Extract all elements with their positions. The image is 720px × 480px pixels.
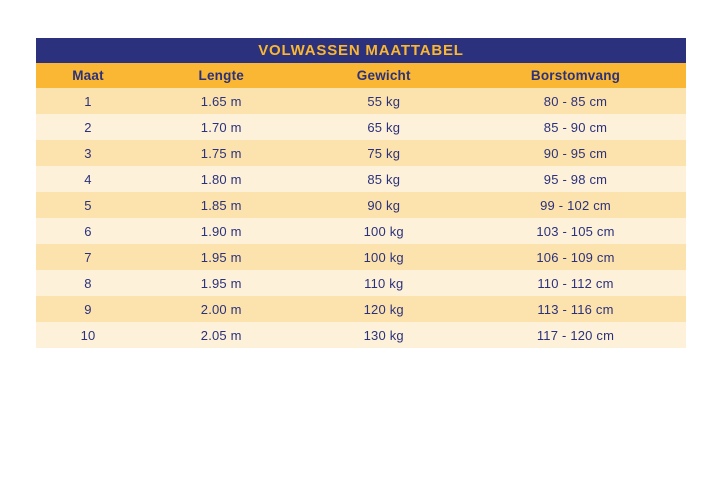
table-row xyxy=(36,114,686,140)
table-cell: 120 kg xyxy=(363,301,404,317)
table-title-bar xyxy=(36,38,686,63)
table-cell: 55 kg xyxy=(367,93,401,109)
table-cell: 99 - 102 cm xyxy=(540,197,611,213)
table-cell: 1.70 m xyxy=(200,119,242,135)
adult-size-table xyxy=(36,38,686,348)
table-cell: 110 kg xyxy=(364,275,404,291)
table-cell: 100 kg xyxy=(363,249,404,265)
table-cell: 1.80 m xyxy=(200,171,242,187)
table-cell: 1.75 m xyxy=(200,145,242,161)
table-cell: 1.90 m xyxy=(200,223,242,239)
table-cell: 6 xyxy=(84,223,92,239)
table-cell: 90 kg xyxy=(367,197,401,213)
table-row xyxy=(36,322,686,348)
table-cell: 100 kg xyxy=(363,223,404,239)
column-header-lengte: Lengte xyxy=(198,68,244,83)
table-cell: 85 kg xyxy=(367,171,401,187)
table-cell: 1.95 m xyxy=(200,275,242,291)
table-cell: 2.00 m xyxy=(200,301,242,317)
table-cell: 103 - 105 cm xyxy=(536,223,615,239)
table-cell: 10 xyxy=(80,327,96,343)
table-cell: 75 kg xyxy=(367,145,401,161)
table-cell: 117 - 120 cm xyxy=(536,327,615,343)
table-cell: 95 - 98 cm xyxy=(543,171,608,187)
table-cell: 2 xyxy=(84,119,92,135)
table-cell: 65 kg xyxy=(367,119,401,135)
table-cell: 1.85 m xyxy=(200,197,242,213)
table-cell: 1.65 m xyxy=(200,93,242,109)
table-row xyxy=(36,244,686,270)
table-cell: 5 xyxy=(84,197,92,213)
table-row xyxy=(36,270,686,296)
table-cell: 1.95 m xyxy=(200,249,242,265)
table-cell: 8 xyxy=(84,275,92,291)
table-title: VOLWASSEN MAATTABEL xyxy=(258,42,464,59)
column-header-maat: Maat xyxy=(72,68,104,83)
table-row xyxy=(36,192,686,218)
table-row xyxy=(36,140,686,166)
column-header-gewicht: Gewicht xyxy=(356,68,411,83)
table-cell: 7 xyxy=(84,249,92,265)
table-row xyxy=(36,296,686,322)
table-cell: 4 xyxy=(84,171,92,187)
table-row xyxy=(36,166,686,192)
table-cell: 2.05 m xyxy=(200,327,242,343)
table-cell: 130 kg xyxy=(363,327,404,343)
table-cell: 110 - 112 cm xyxy=(537,275,614,291)
table-header-row xyxy=(36,63,686,88)
column-header-borstomvang: Borstomvang xyxy=(530,68,621,83)
table-cell: 106 - 109 cm xyxy=(536,249,615,265)
table-body xyxy=(36,88,686,348)
table-cell: 85 - 90 cm xyxy=(543,119,608,135)
table-cell: 80 - 85 cm xyxy=(543,93,608,109)
table-row xyxy=(36,88,686,114)
table-cell: 113 - 116 cm xyxy=(537,301,614,317)
table-row xyxy=(36,218,686,244)
table-cell: 90 - 95 cm xyxy=(543,145,608,161)
table-cell: 1 xyxy=(84,93,92,109)
table-cell: 3 xyxy=(84,145,92,161)
table-cell: 9 xyxy=(84,301,92,317)
